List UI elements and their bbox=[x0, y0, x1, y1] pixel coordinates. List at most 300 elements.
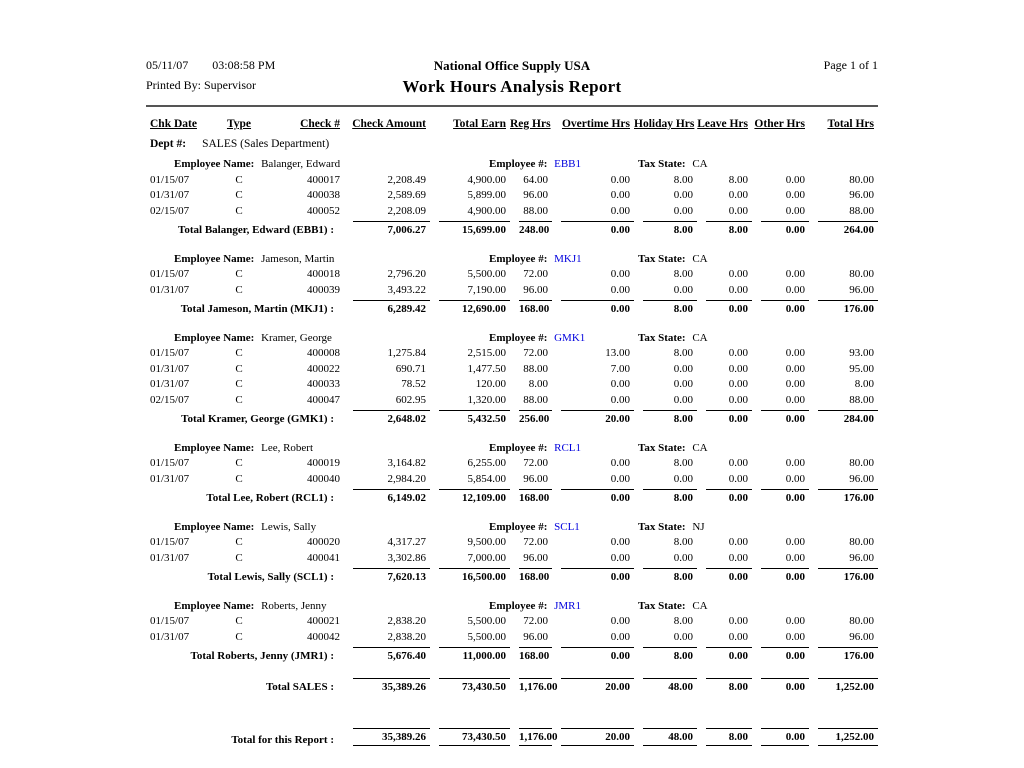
cell-reg-hrs: 88.00 bbox=[523, 362, 548, 375]
employee-total-overtime-hrs bbox=[552, 217, 634, 241]
total-value: 20.00 bbox=[561, 678, 634, 693]
employee-number-link[interactable]: MKJ1 bbox=[554, 252, 582, 265]
cell-total-earn: 9,500.00 bbox=[467, 536, 506, 548]
total-value: 0.00 bbox=[761, 489, 809, 504]
total-value: 8.00 bbox=[643, 647, 697, 662]
employee-total-row bbox=[146, 643, 878, 667]
report-total-row bbox=[146, 724, 878, 751]
employee-number-label: Employee #: bbox=[489, 599, 551, 612]
tax-state-value: CA bbox=[689, 599, 708, 612]
report-total-holiday-hrs bbox=[634, 724, 697, 751]
cell-chk-date: 01/15/07 bbox=[150, 173, 190, 186]
cell-reg-hrs: 8.00 bbox=[528, 378, 548, 390]
total-value: 256.00 bbox=[519, 410, 552, 425]
cell-chk-date: 01/15/07 bbox=[150, 536, 190, 548]
cell-check-amount: 2,208.09 bbox=[387, 204, 426, 217]
total-value: 5,676.40 bbox=[353, 647, 430, 662]
cell-chk-date: 01/31/07 bbox=[150, 283, 190, 296]
report-total-label: Total for this Report : bbox=[231, 733, 334, 746]
group-total-holiday-hrs bbox=[634, 674, 697, 698]
cell-other-hrs: 0.00 bbox=[785, 347, 805, 359]
cell-type: C bbox=[235, 630, 243, 643]
cell-leave-hrs: 0.00 bbox=[728, 393, 748, 406]
cell-check-amount: 2,838.20 bbox=[387, 615, 426, 627]
employee-total-total-hrs bbox=[809, 643, 878, 667]
cell-total-hrs: 88.00 bbox=[849, 204, 874, 217]
total-value: 5,432.50 bbox=[439, 410, 510, 425]
cell-other-hrs: 0.00 bbox=[785, 268, 805, 280]
employee-total-check-amount bbox=[344, 485, 430, 509]
total-value: 2,648.02 bbox=[353, 410, 430, 425]
cell-total-hrs: 96.00 bbox=[849, 283, 874, 296]
cell-check-amount: 2,796.20 bbox=[387, 268, 426, 280]
cell-type: C bbox=[235, 362, 243, 375]
cell-total-earn: 7,000.00 bbox=[467, 551, 506, 564]
employee-total-check-amount bbox=[344, 296, 430, 320]
tax-state-value: NJ bbox=[689, 520, 705, 533]
cell-overtime-hrs: 0.00 bbox=[610, 173, 630, 186]
total-value: 0.00 bbox=[761, 300, 809, 315]
cell-check-amount: 2,838.20 bbox=[387, 630, 426, 643]
col-header-leave-hrs: Leave Hrs bbox=[697, 118, 748, 130]
total-value: 176.00 bbox=[818, 568, 878, 583]
employee-total-overtime-hrs bbox=[552, 564, 634, 588]
total-value: 20.00 bbox=[561, 728, 634, 746]
employee-total-row bbox=[146, 564, 878, 588]
tax-state-label: Tax State: bbox=[638, 520, 686, 533]
employee-total-row bbox=[146, 296, 878, 320]
total-value: 0.00 bbox=[706, 568, 752, 583]
cell-check-num: 400018 bbox=[307, 268, 340, 280]
employee-header-row bbox=[146, 592, 878, 612]
cell-leave-hrs: 0.00 bbox=[728, 189, 748, 201]
cell-check-amount: 2,984.20 bbox=[387, 472, 426, 485]
employee-header-cell bbox=[146, 592, 878, 612]
check-detail-row bbox=[146, 170, 878, 186]
cell-total-earn: 5,854.00 bbox=[467, 472, 506, 485]
cell-other-hrs: 0.00 bbox=[785, 393, 805, 406]
employee-total-holiday-hrs bbox=[634, 485, 697, 509]
cell-type: C bbox=[235, 347, 243, 359]
cell-overtime-hrs: 7.00 bbox=[610, 362, 630, 375]
employee-name-field bbox=[174, 158, 340, 170]
total-value: 7,620.13 bbox=[353, 568, 430, 583]
employee-number-link[interactable]: EBB1 bbox=[554, 158, 582, 170]
total-value: 0.00 bbox=[561, 489, 634, 504]
cell-total-hrs: 80.00 bbox=[849, 457, 874, 469]
total-value: 1,176.00 bbox=[519, 728, 552, 746]
employee-total-label: Total Kramer, George (GMK1) : bbox=[181, 412, 334, 425]
cell-type: C bbox=[235, 393, 243, 406]
cell-reg-hrs: 88.00 bbox=[523, 204, 548, 217]
cell-overtime-hrs: 0.00 bbox=[610, 536, 630, 548]
cell-check-amount: 1,275.84 bbox=[387, 347, 426, 359]
employee-header-row bbox=[146, 324, 878, 344]
cell-total-hrs: 80.00 bbox=[849, 536, 874, 548]
total-value: 0.00 bbox=[761, 568, 809, 583]
check-detail-row bbox=[146, 533, 878, 549]
cell-type: C bbox=[235, 536, 243, 548]
cell-check-num: 400019 bbox=[307, 457, 340, 469]
cell-holiday-hrs: 0.00 bbox=[673, 393, 693, 406]
cell-total-earn: 5,500.00 bbox=[467, 268, 506, 280]
cell-check-num: 400041 bbox=[307, 551, 340, 564]
cell-leave-hrs: 0.00 bbox=[728, 615, 748, 627]
cell-holiday-hrs: 0.00 bbox=[673, 283, 693, 296]
department-value: SALES (Sales Department) bbox=[202, 138, 330, 150]
employee-info-line bbox=[146, 440, 878, 454]
cell-total-earn: 4,900.00 bbox=[467, 173, 506, 186]
cell-holiday-hrs: 0.00 bbox=[673, 630, 693, 643]
report-total-other-hrs bbox=[752, 724, 809, 751]
cell-reg-hrs: 72.00 bbox=[523, 268, 548, 280]
cell-chk-date: 01/31/07 bbox=[150, 189, 190, 201]
employee-total-reg-hrs bbox=[510, 485, 552, 509]
employee-total-leave-hrs bbox=[697, 296, 752, 320]
col-header-check-num: Check # bbox=[300, 118, 340, 130]
total-value: 73,430.50 bbox=[439, 678, 510, 693]
cell-total-earn: 120.00 bbox=[475, 378, 506, 390]
total-value: 0.00 bbox=[706, 489, 752, 504]
group-total-reg-hrs bbox=[510, 674, 558, 698]
cell-reg-hrs: 96.00 bbox=[523, 189, 548, 201]
cell-check-num: 400038 bbox=[307, 189, 340, 201]
cell-total-earn: 1,477.50 bbox=[467, 362, 506, 375]
print-time: 03:08:58 PM bbox=[212, 58, 276, 72]
total-value: 284.00 bbox=[818, 410, 878, 425]
cell-leave-hrs: 0.00 bbox=[728, 472, 748, 485]
total-value: 48.00 bbox=[643, 728, 697, 746]
cell-check-amount: 3,164.82 bbox=[387, 457, 426, 469]
employee-total-row bbox=[146, 406, 878, 430]
employee-header-cell bbox=[146, 434, 878, 454]
report-total-check-amount bbox=[344, 724, 430, 751]
total-value: 15,699.00 bbox=[439, 221, 510, 236]
cell-reg-hrs: 88.00 bbox=[523, 393, 548, 406]
employee-number-label: Employee #: bbox=[489, 331, 551, 344]
tax-state-field bbox=[638, 253, 708, 265]
cell-type: C bbox=[235, 204, 243, 217]
cell-holiday-hrs: 8.00 bbox=[673, 615, 693, 627]
cell-total-hrs: 96.00 bbox=[849, 472, 874, 485]
cell-type: C bbox=[235, 283, 243, 296]
cell-other-hrs: 0.00 bbox=[785, 173, 805, 186]
cell-overtime-hrs: 13.00 bbox=[605, 347, 630, 359]
employee-total-overtime-hrs bbox=[552, 485, 634, 509]
cell-type: C bbox=[235, 189, 243, 201]
cell-overtime-hrs: 0.00 bbox=[610, 630, 630, 643]
employee-total-overtime-hrs bbox=[552, 296, 634, 320]
employee-total-total-earn bbox=[430, 406, 510, 430]
total-value: 176.00 bbox=[818, 300, 878, 315]
cell-type: C bbox=[235, 615, 243, 627]
cell-reg-hrs: 96.00 bbox=[523, 472, 548, 485]
check-detail-row bbox=[146, 280, 878, 296]
total-value: 8.00 bbox=[643, 568, 697, 583]
total-value: 176.00 bbox=[818, 489, 878, 504]
cell-check-num: 400021 bbox=[307, 615, 340, 627]
check-detail-row bbox=[146, 454, 878, 470]
employee-number-link[interactable]: JMR1 bbox=[554, 599, 582, 612]
employee-total-row bbox=[146, 485, 878, 509]
employee-name-field bbox=[174, 332, 332, 344]
cell-leave-hrs: 8.00 bbox=[728, 173, 748, 186]
cell-chk-date: 01/15/07 bbox=[150, 615, 190, 627]
employee-total-check-amount bbox=[344, 217, 430, 241]
total-value: 248.00 bbox=[519, 221, 552, 236]
total-value: 0.00 bbox=[561, 647, 634, 662]
cell-holiday-hrs: 0.00 bbox=[673, 551, 693, 564]
header-rule bbox=[146, 105, 878, 107]
total-value: 11,000.00 bbox=[439, 647, 510, 662]
cell-leave-hrs: 0.00 bbox=[728, 204, 748, 217]
cell-leave-hrs: 0.00 bbox=[728, 362, 748, 375]
cell-reg-hrs: 96.00 bbox=[523, 551, 548, 564]
department-label: Dept #: bbox=[150, 138, 187, 150]
cell-overtime-hrs: 0.00 bbox=[610, 189, 630, 201]
report-total-reg-hrs bbox=[510, 724, 558, 751]
cell-check-num: 400020 bbox=[307, 536, 340, 548]
total-value: 73,430.50 bbox=[439, 728, 510, 746]
cell-holiday-hrs: 0.00 bbox=[673, 378, 693, 390]
cell-chk-date: 01/31/07 bbox=[150, 378, 190, 390]
cell-total-earn: 5,500.00 bbox=[467, 615, 506, 627]
employee-name-value: Lewis, Sally bbox=[258, 520, 317, 533]
cell-total-earn: 7,190.00 bbox=[467, 283, 506, 296]
total-value: 0.00 bbox=[561, 568, 634, 583]
employee-total-row bbox=[146, 217, 878, 241]
tax-state-field bbox=[638, 600, 708, 612]
employee-header-cell bbox=[146, 150, 878, 170]
employee-total-overtime-hrs bbox=[552, 643, 634, 667]
total-value: 0.00 bbox=[561, 221, 634, 236]
report-total-total-earn bbox=[430, 724, 510, 751]
employee-info-line bbox=[146, 519, 878, 533]
employee-total-total-hrs bbox=[809, 217, 878, 241]
cell-holiday-hrs: 0.00 bbox=[673, 189, 693, 201]
total-value: 168.00 bbox=[519, 647, 552, 662]
cell-total-hrs: 8.00 bbox=[854, 378, 874, 390]
employee-number-link[interactable]: GMK1 bbox=[554, 331, 586, 344]
cell-total-hrs: 80.00 bbox=[849, 615, 874, 627]
employee-name-label: Employee Name: bbox=[174, 331, 255, 344]
total-value: 0.00 bbox=[706, 300, 752, 315]
cell-check-num: 400052 bbox=[307, 204, 340, 217]
col-header-other-hrs: Other Hrs bbox=[754, 118, 805, 130]
employee-total-leave-hrs bbox=[697, 643, 752, 667]
col-header-total-earn: Total Earn bbox=[453, 118, 506, 130]
col-header-reg-hrs: Reg Hrs bbox=[510, 118, 551, 130]
employee-total-label: Total Roberts, Jenny (JMR1) : bbox=[190, 649, 334, 662]
employee-total-total-hrs bbox=[809, 406, 878, 430]
group-total-total-hrs bbox=[809, 674, 878, 698]
cell-other-hrs: 0.00 bbox=[785, 457, 805, 469]
cell-type: C bbox=[235, 551, 243, 564]
total-value: 7,006.27 bbox=[353, 221, 430, 236]
cell-overtime-hrs: 0.00 bbox=[610, 472, 630, 485]
cell-other-hrs: 0.00 bbox=[785, 204, 805, 217]
total-value: 0.00 bbox=[706, 410, 752, 425]
cell-type: C bbox=[235, 268, 243, 280]
employee-total-label: Total Lewis, Sally (SCL1) : bbox=[207, 570, 334, 583]
check-detail-row bbox=[146, 359, 878, 375]
employee-name-field bbox=[174, 521, 316, 533]
employee-number-link[interactable]: SCL1 bbox=[554, 520, 580, 533]
employee-name-label: Employee Name: bbox=[174, 158, 255, 170]
employee-name-field bbox=[174, 253, 334, 265]
cell-check-amount: 2,208.49 bbox=[387, 173, 426, 186]
total-value: 0.00 bbox=[761, 728, 809, 746]
total-value: 0.00 bbox=[761, 410, 809, 425]
report-total-leave-hrs bbox=[697, 724, 752, 751]
col-header-overtime-hrs: Overtime Hrs bbox=[561, 118, 630, 130]
employee-header-row bbox=[146, 513, 878, 533]
cell-check-amount: 3,493.22 bbox=[387, 283, 426, 296]
cell-check-amount: 4,317.27 bbox=[387, 536, 426, 548]
total-value: 0.00 bbox=[761, 221, 809, 236]
cell-overtime-hrs: 0.00 bbox=[610, 393, 630, 406]
total-value: 12,109.00 bbox=[439, 489, 510, 504]
cell-check-num: 400039 bbox=[307, 283, 340, 296]
report-total-total-hrs bbox=[809, 724, 878, 751]
employee-total-other-hrs bbox=[752, 485, 809, 509]
cell-other-hrs: 0.00 bbox=[785, 189, 805, 201]
report-header bbox=[146, 58, 878, 97]
cell-other-hrs: 0.00 bbox=[785, 615, 805, 627]
check-detail-row bbox=[146, 201, 878, 217]
employee-total-other-hrs bbox=[752, 406, 809, 430]
cell-reg-hrs: 72.00 bbox=[523, 457, 548, 469]
employee-total-other-hrs bbox=[752, 296, 809, 320]
company-name: National Office Supply USA bbox=[433, 58, 591, 73]
cell-other-hrs: 0.00 bbox=[785, 536, 805, 548]
cell-type: C bbox=[235, 378, 243, 390]
tax-state-field bbox=[638, 158, 708, 170]
cell-total-hrs: 93.00 bbox=[849, 347, 874, 359]
cell-other-hrs: 0.00 bbox=[785, 283, 805, 296]
employee-total-label: Total Balanger, Edward (EBB1) : bbox=[178, 223, 334, 236]
employee-name-value: Jameson, Martin bbox=[258, 252, 335, 265]
cell-overtime-hrs: 0.00 bbox=[610, 378, 630, 390]
report-title: Work Hours Analysis Report bbox=[402, 77, 622, 96]
cell-check-amount: 3,302.86 bbox=[387, 551, 426, 564]
check-detail-row bbox=[146, 375, 878, 391]
total-value: 8.00 bbox=[706, 678, 752, 693]
employee-total-total-earn bbox=[430, 643, 510, 667]
cell-holiday-hrs: 0.00 bbox=[673, 472, 693, 485]
cell-reg-hrs: 96.00 bbox=[523, 283, 548, 296]
employee-total-holiday-hrs bbox=[634, 406, 697, 430]
cell-chk-date: 01/15/07 bbox=[150, 268, 190, 280]
cell-overtime-hrs: 0.00 bbox=[610, 457, 630, 469]
total-value: 0.00 bbox=[706, 647, 752, 662]
col-header-chk-date: Chk Date bbox=[150, 118, 197, 130]
tax-state-field bbox=[638, 442, 708, 454]
cell-other-hrs: 0.00 bbox=[785, 378, 805, 390]
cell-holiday-hrs: 8.00 bbox=[673, 536, 693, 548]
spacer-cell bbox=[146, 698, 878, 724]
group-total-row bbox=[146, 674, 878, 698]
employee-info-line bbox=[146, 598, 878, 612]
employee-total-reg-hrs bbox=[510, 217, 552, 241]
employee-info-line bbox=[146, 156, 878, 170]
cell-other-hrs: 0.00 bbox=[785, 472, 805, 485]
total-value: 6,149.02 bbox=[353, 489, 430, 504]
group-total-overtime-hrs bbox=[552, 674, 634, 698]
employee-total-check-amount bbox=[344, 564, 430, 588]
cell-total-earn: 6,255.00 bbox=[467, 457, 506, 469]
total-value: 20.00 bbox=[561, 410, 634, 425]
total-value: 16,500.00 bbox=[439, 568, 510, 583]
total-value: 35,389.26 bbox=[353, 678, 430, 693]
employee-total-holiday-hrs bbox=[634, 564, 697, 588]
cell-other-hrs: 0.00 bbox=[785, 630, 805, 643]
cell-check-amount: 78.52 bbox=[401, 378, 426, 390]
employee-number-label: Employee #: bbox=[489, 441, 551, 454]
group-total-check-amount bbox=[344, 674, 430, 698]
employee-number-link[interactable]: RCL1 bbox=[554, 441, 582, 454]
cell-overtime-hrs: 0.00 bbox=[610, 268, 630, 280]
employee-header-cell bbox=[146, 513, 878, 533]
cell-total-hrs: 80.00 bbox=[849, 173, 874, 186]
cell-check-amount: 690.71 bbox=[395, 362, 426, 375]
group-total-total-earn bbox=[430, 674, 510, 698]
employee-total-overtime-hrs bbox=[552, 406, 634, 430]
cell-holiday-hrs: 0.00 bbox=[673, 204, 693, 217]
print-date: 05/11/07 bbox=[146, 58, 189, 72]
employee-info-line bbox=[146, 330, 878, 344]
total-value: 0.00 bbox=[761, 678, 809, 693]
cell-chk-date: 01/31/07 bbox=[150, 472, 190, 485]
cell-total-earn: 5,500.00 bbox=[467, 630, 506, 643]
col-header-total-hrs: Total Hrs bbox=[827, 118, 874, 130]
total-value: 168.00 bbox=[519, 489, 552, 504]
employee-total-holiday-hrs bbox=[634, 217, 697, 241]
report-page bbox=[146, 58, 878, 751]
page-number: Page 1 of 1 bbox=[823, 58, 878, 72]
cell-total-earn: 4,900.00 bbox=[467, 204, 506, 217]
employee-total-leave-hrs bbox=[697, 564, 752, 588]
cell-overtime-hrs: 0.00 bbox=[610, 204, 630, 217]
employee-total-total-earn bbox=[430, 217, 510, 241]
total-value: 8.00 bbox=[643, 300, 697, 315]
cell-chk-date: 02/15/07 bbox=[150, 204, 190, 217]
header-left bbox=[146, 58, 346, 97]
cell-check-num: 400022 bbox=[307, 362, 340, 375]
report-table-body bbox=[146, 133, 878, 751]
cell-leave-hrs: 0.00 bbox=[728, 268, 748, 280]
total-value: 1,252.00 bbox=[818, 728, 878, 746]
cell-reg-hrs: 72.00 bbox=[523, 615, 548, 627]
total-value: 8.00 bbox=[643, 410, 697, 425]
cell-holiday-hrs: 8.00 bbox=[673, 173, 693, 186]
total-value: 0.00 bbox=[561, 300, 634, 315]
check-detail-row bbox=[146, 469, 878, 485]
cell-type: C bbox=[235, 457, 243, 469]
cell-other-hrs: 0.00 bbox=[785, 362, 805, 375]
report-table bbox=[146, 118, 878, 751]
employee-total-total-earn bbox=[430, 564, 510, 588]
cell-type: C bbox=[235, 173, 243, 186]
total-value: 168.00 bbox=[519, 568, 552, 583]
employee-total-reg-hrs bbox=[510, 564, 552, 588]
check-detail-row bbox=[146, 344, 878, 360]
employee-number-label: Employee #: bbox=[489, 520, 551, 533]
cell-total-hrs: 96.00 bbox=[849, 630, 874, 643]
employee-total-check-amount bbox=[344, 406, 430, 430]
col-header-type: Type bbox=[226, 118, 252, 130]
check-detail-row bbox=[146, 548, 878, 564]
